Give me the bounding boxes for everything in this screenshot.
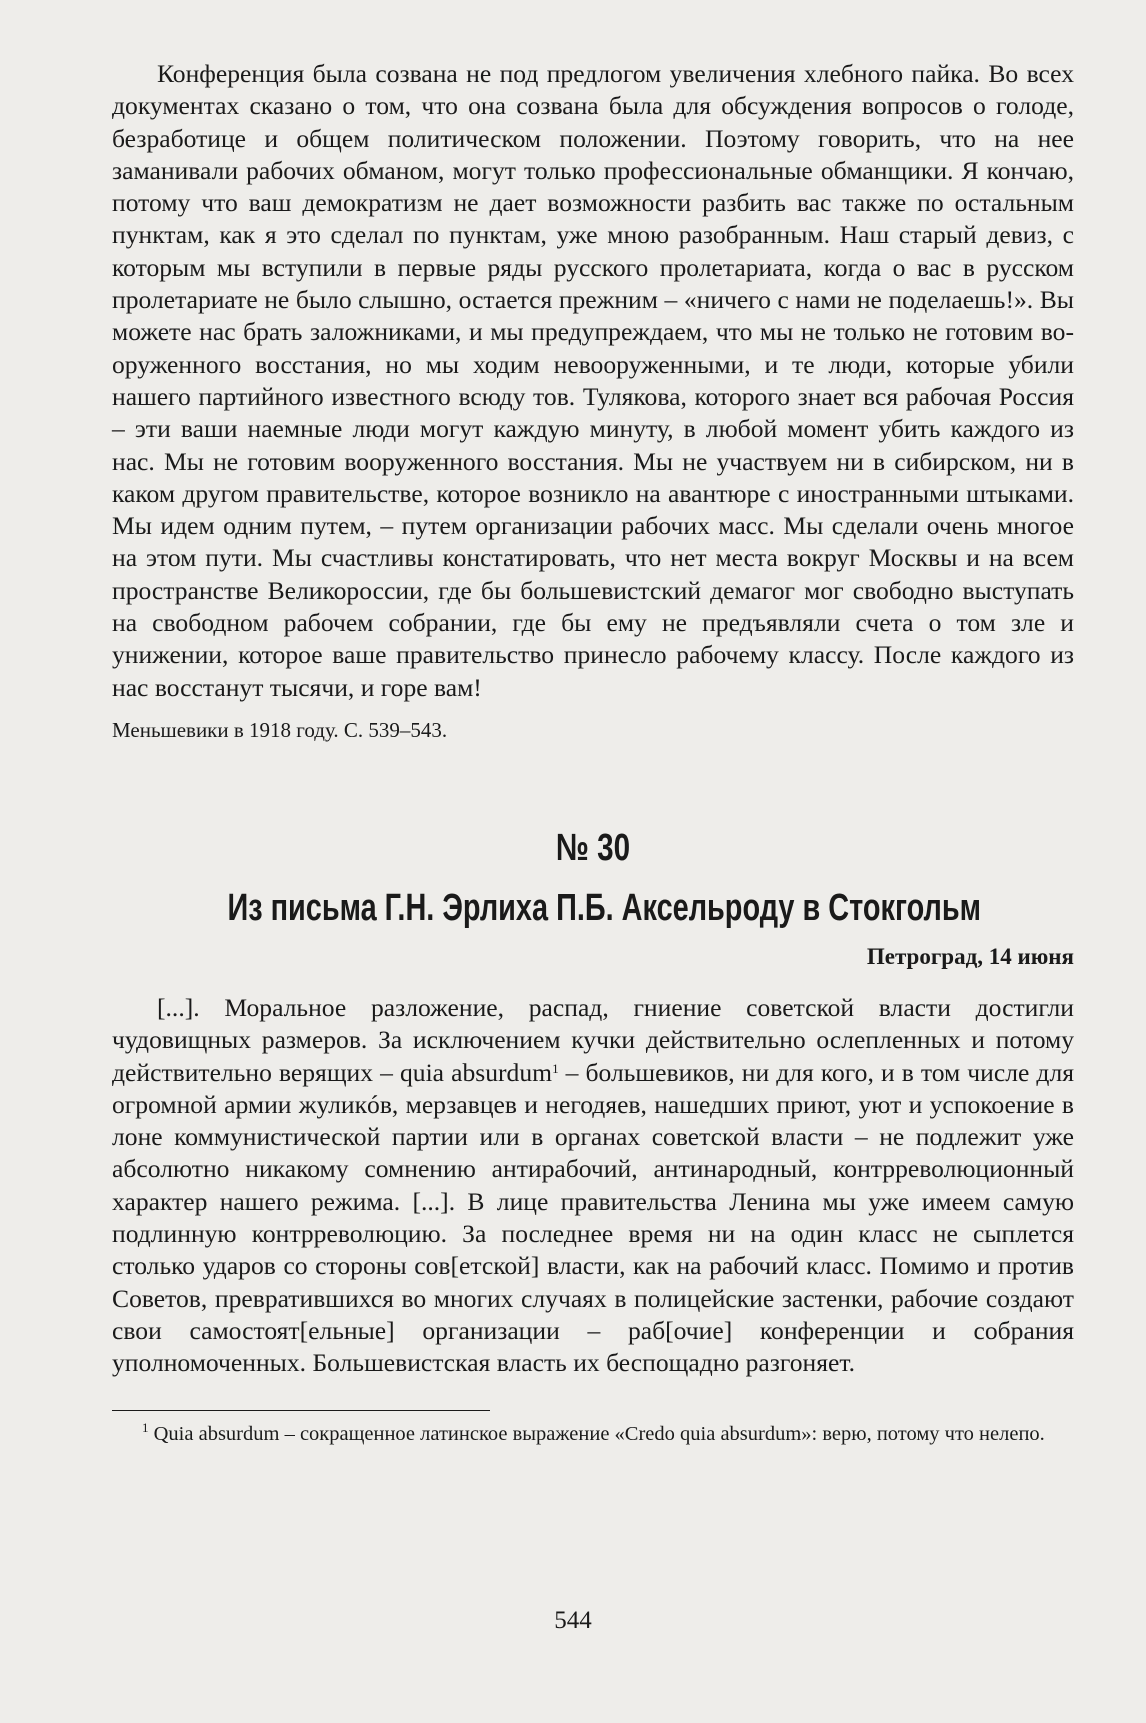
body-paragraph-letter bbox=[112, 992, 1074, 1380]
footnote bbox=[112, 1421, 1074, 1448]
footnote-divider bbox=[112, 1410, 490, 1411]
source-citation: Меньшевики в 1918 году. С. 539–543. bbox=[112, 717, 448, 742]
body-paragraph-speech: Конференция была созвана не под предлогом увеличения хлебного пайка. Во всех документах сказано о том, что она созвана была для обсуждения вопросов о голоде, безработице и общем политическом положении. Поэтому говорить, что на нее заманивали рабочих обманом, могут только профессиональные обманщики. Я кончаю, потому что ваш демократизм не дает возможности разбить вас также по остальным пунктам, как я это сделал по пунктам, уже мною разобранным. Наш старый девиз, с которым мы вступили в первые ряды русского пролетариата, когда о вас в русском пролетариате не было слышно, остается прежним – «ничего с нами не поделаешь!». Вы можете нас брать заложниками, и мы предупреждаем, что мы не только не готовим вооруженного восстания, но мы ходим невооруженными, и те люди, которые убили нашего партийного известного всюду тов. Тулякова, которого знает вся рабочая Россия – эти ваши наемные люди могут каждую минуту, в любой момент убить каждого из нас. Мы не готовим вооруженного восстания. Мы не участвуем ни в сибирском, ни в каком другом правительстве, которое возникло на авантюре с иностранными штыками. Мы идем одним путем, – путем организации рабочих масс. Мы сделали очень многое на этом пути. Мы счастливы констатировать, что нет места вокруг Москвы и на всем пространстве Великороссии, где бы большевистский демагог мог свободно выступать на свободном рабочем собрании, где бы ему не предъявляли счета о том зле и унижении, которое ваше правительство принесло рабочему классу. После каждого из нас восстанут тысячи, и горе вам! bbox=[112, 59, 1074, 702]
document-number: № 30 bbox=[555, 826, 631, 869]
letter-text-part-1: [...]. Моральное разложение, распад, гниение советской власти достигли чудовищных размеров. За исключением кучки действительно ослепленных и потому действительно верящих – quia absurdum bbox=[112, 992, 1074, 1087]
footnote-reference: 1 bbox=[552, 1060, 559, 1076]
footnote-number: 1 bbox=[142, 1419, 149, 1435]
footnote-text: Quia absurdum – сокращенное латинское выражение «Credo quia absurdum»: верю, потому что нелепо. bbox=[148, 1422, 1045, 1445]
page-content bbox=[112, 58, 1074, 1448]
page-number: 544 bbox=[554, 1607, 592, 1634]
document-title: Из письма Г.Н. Эрлиха П.Б. Аксельроду в Стокгольм bbox=[227, 886, 982, 929]
letter-text-part-2: – большевиков, ни для кого, и в том числе для огромной армии жуликóв, мерзавцев и негодяев, нашедших приют, уют и успокоение в лоне коммунистической партии или в органах советской власти – не подлежит уже абсолютно никакому сомнению антирабочий, антинародный, контрреволюционный характер нашего режима. [...]. В лице правительства Ленина мы уже имеем самую подлинную контрреволюцию. За последнее время ни на один класс не сыплется столько ударов со стороны сов[етской] власти, как на рабочий класс. Помимо и против Советов, превратившихся во многих случаях в полицейские застенки, рабочие создают свои самостоят[ельные] организации – раб[очие] конференции и собрания уполномоченных. Большевистская власть их беспощадно разгоняет. bbox=[112, 1057, 1075, 1378]
document-place-date: Петроград, 14 июня bbox=[866, 943, 1074, 969]
